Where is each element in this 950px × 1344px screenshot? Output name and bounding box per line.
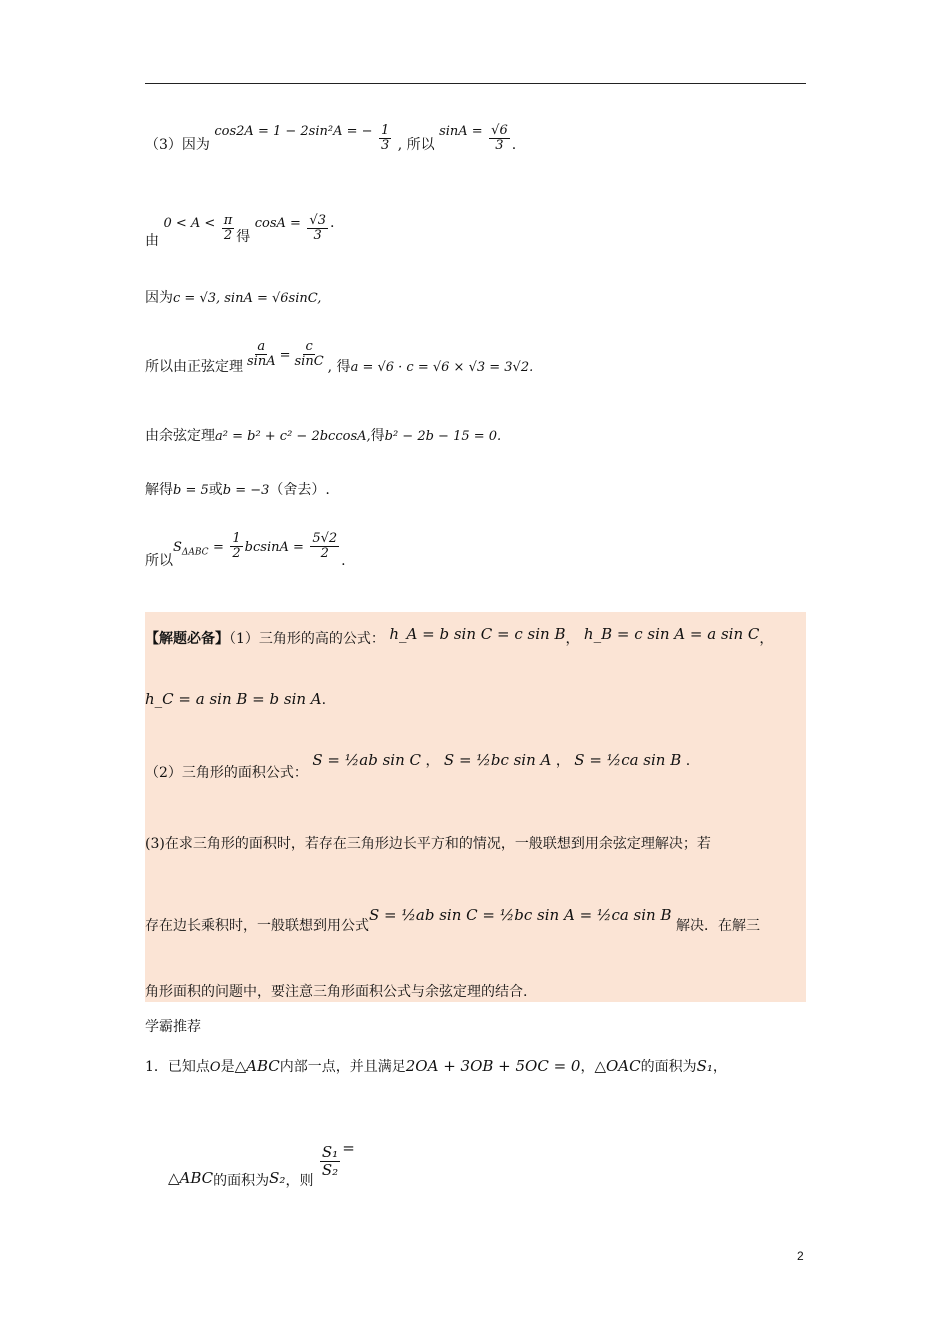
denominator: 3 xyxy=(495,138,504,154)
text-fragment: 的面积为 xyxy=(640,1059,697,1075)
formula: a² = b² + c² − 2bccosA, xyxy=(215,429,371,444)
text-fragment: (3)在求三角形的面积时，若存在三角形边长平方和的情况，一般联想到用余弦定理解决；若 xyxy=(145,836,711,852)
text-fragment: 存在边长乘积时，一般联想到用公式 xyxy=(145,918,369,934)
tips-line-2: h_C = a sin B = b sin A. xyxy=(145,690,327,708)
numerator: 5√2 xyxy=(312,531,338,546)
solution-line-2: 由 0 < A < $\frac{\pi}{2}$ 得 cosA = $\frac{√3}{3}$ . xyxy=(145,213,335,249)
numerator: c xyxy=(305,339,313,354)
tips-line-5 xyxy=(145,905,760,934)
formula: = xyxy=(342,1139,355,1157)
fraction xyxy=(320,1144,340,1178)
tips-line-3: （2）三角形的面积公式： S = ½ab sin C ， S = ½bc sin A ， S = ½ca sin B . xyxy=(145,751,691,781)
numerator: π xyxy=(223,213,233,228)
fraction xyxy=(379,124,391,154)
text-fragment: 所以由正弦定理 xyxy=(145,358,243,375)
formula: O xyxy=(209,1060,221,1075)
formula: △ABC xyxy=(234,1057,280,1075)
tips-line-6 xyxy=(145,981,527,1001)
formula: b = 5 xyxy=(173,483,209,498)
text-fragment: 得 xyxy=(370,428,385,444)
text-fragment: 解决．在解三 xyxy=(675,918,760,934)
text-fragment: 是 xyxy=(220,1059,235,1075)
formula: S xyxy=(173,539,182,555)
section-title xyxy=(145,1016,201,1036)
formula: cosA = xyxy=(254,215,301,231)
denominator: S₂ xyxy=(321,1160,339,1179)
formula: b = −3 xyxy=(222,483,270,498)
solution-line-4: 所以由正弦定理 $\frac{a}{\sin A}$ = $\frac{c}{\sin C}$ , 得a = √6 · c = √6 × √3 = 3√2. xyxy=(145,339,534,375)
tips-box xyxy=(145,612,806,1002)
denominator: 2 xyxy=(223,228,233,244)
text-fragment: （舍去）. xyxy=(269,482,330,498)
formula: bcsinA = xyxy=(244,539,304,555)
numerator: 1 xyxy=(380,123,390,138)
denominator: 2 xyxy=(232,546,241,562)
formula: sinA = xyxy=(439,123,483,139)
solution-line-6 xyxy=(145,479,330,499)
numerator: S₁ xyxy=(321,1143,339,1161)
text-fragment: 解得 xyxy=(145,482,173,498)
formula: h_A = b sin C = c sin B xyxy=(389,625,566,643)
numerator: √6 xyxy=(491,123,508,138)
tips-title: 【解题必备】 xyxy=(145,631,229,647)
solution-line-3 xyxy=(145,287,321,307)
tips-line-4 xyxy=(145,833,711,853)
page-number: 2 xyxy=(797,1249,804,1263)
text-fragment: 内部一点，并且满足 xyxy=(279,1059,406,1075)
text-fragment: 由余弦定理 xyxy=(145,428,215,444)
formula: S₁ xyxy=(696,1057,713,1075)
denominator: 2 xyxy=(320,546,329,562)
formula: 0 < A < xyxy=(163,215,216,231)
formula: △ABC xyxy=(168,1169,214,1187)
text-fragment: 因为 xyxy=(145,290,173,306)
fraction xyxy=(307,214,328,244)
formula: S = ½bc sin A xyxy=(443,751,552,769)
text-fragment: 的面积为 xyxy=(213,1173,270,1189)
solution-line-7: 所以$S_{\Delta ABC}$ = $\frac{1}{2}$ bcsinA = $\frac{5√2}{2}$ . xyxy=(145,531,346,569)
solution-line-1: （3）因为 cos2A = 1 − 2sin²A = − $\frac{1}{3}$ , 所以 sinA = $\frac{√6}{3}$ . xyxy=(145,123,517,154)
formula: cos2A = 1 − 2sin²A = − xyxy=(214,123,373,139)
fraction xyxy=(245,340,278,370)
question-1-line-1 xyxy=(145,1056,727,1076)
tips-line-1: 【解题必备】（1）三角形的高的公式： h_A = b sin C = c sin B， h_B = c sin A = a sin C， xyxy=(145,625,774,647)
formula: S = ½ab sin C xyxy=(312,751,422,769)
text-fragment: 角形面积的问题中，要注意三角形面积公式与余弦定理的结合. xyxy=(145,984,528,1000)
text-fragment: （1）三角形的高的公式： xyxy=(229,631,385,647)
denominator: sinC xyxy=(294,354,324,370)
fraction xyxy=(489,124,510,154)
text-fragment: 由 xyxy=(145,232,159,249)
fraction xyxy=(230,532,242,562)
fraction xyxy=(222,214,235,244)
text-fragment: 或 xyxy=(208,482,223,498)
formula: S = ½ab sin C = ½bc sin A = ½ca sin B xyxy=(369,906,672,924)
fraction xyxy=(310,532,339,562)
text-fragment: , 得 xyxy=(327,358,351,375)
text-fragment: ，则 xyxy=(285,1173,314,1189)
formula: h_B = c sin A = a sin C xyxy=(583,625,760,643)
numerator: 1 xyxy=(232,531,241,546)
formula: = xyxy=(213,539,224,555)
fraction xyxy=(293,340,326,370)
question-1-line-2 xyxy=(168,1132,355,1189)
solution-line-5 xyxy=(145,425,501,445)
text-fragment: 学霸推荐 xyxy=(145,1019,201,1035)
text-fragment: 所以 xyxy=(145,552,173,569)
text-fragment: （3）因为 xyxy=(145,136,210,153)
text-fragment: , 所以 xyxy=(397,136,435,153)
text-fragment: ， xyxy=(580,1059,595,1075)
denominator: 3 xyxy=(313,228,322,244)
numerator: a xyxy=(257,339,266,354)
vector-formula: 2OA + 3OB + 5OC = 0 xyxy=(405,1057,581,1075)
formula: c = √3, sinA = √6sinC, xyxy=(173,291,322,306)
text-fragment: 得 xyxy=(236,228,251,245)
denominator: 3 xyxy=(380,138,390,154)
subscript: ΔABC xyxy=(181,547,209,558)
denominator: sinA xyxy=(247,354,276,370)
numerator: √3 xyxy=(309,213,326,228)
formula: b² − 2b − 15 = 0. xyxy=(384,429,502,444)
formula: △OAC xyxy=(594,1057,641,1075)
text-fragment: 1．已知点 xyxy=(145,1059,210,1075)
formula: h_C = a sin B = b sin A xyxy=(145,690,322,708)
text-fragment: ， xyxy=(712,1059,727,1075)
header-rule xyxy=(145,83,806,84)
formula: a = √6 · c = √6 × √3 = 3√2. xyxy=(350,359,534,375)
formula: S₂ xyxy=(269,1169,286,1187)
formula: S = ½ca sin B xyxy=(574,751,682,769)
text-fragment: （2）三角形的面积公式： xyxy=(145,765,308,781)
